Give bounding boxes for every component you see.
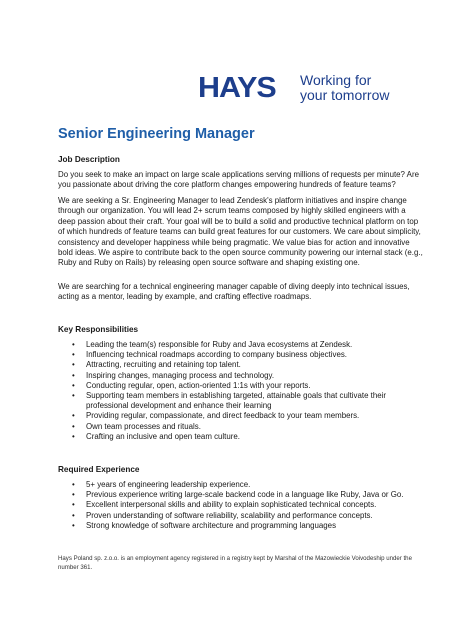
bullet-icon: • [72,391,75,401]
bullet-icon: • [72,380,75,390]
bullet-icon: • [72,350,75,360]
description-paragraph-1: Do you seek to make an impact on large scale applications serving millions of requests per minute? Are you passionate about driving the core platform changes empowering hundreds of feature teams? [58,170,419,190]
list-item: • Own team processes and rituals. [72,421,201,431]
bullet-icon: • [72,520,75,530]
bullet-icon: • [72,480,75,489]
hays-logo [198,71,398,107]
list-item: • Influencing technical roadmaps according to company business objectives. [72,350,347,360]
list-item: • 5+ years of engineering leadership experience. [72,480,251,489]
list-item: • Inspiring changes, managing process and technology. [72,370,275,380]
bullet-icon: • [72,370,75,380]
experience-list [58,480,423,531]
bullet-icon: • [72,411,75,421]
tagline-line-1: Working for [300,72,372,88]
list-item: • Providing regular, compassionate, and direct feedback to your team members. [72,411,360,421]
bullet-icon: • [72,490,75,500]
list-item: • Excellent interpersonal skills and ability to explain sophisticated technical concepts. [72,500,377,510]
legal-footer: Hays Poland sp. z.o.o. is an employment agency registered in a registry kept by Marshal of the Mazowieckie Voivodeship under the number 361. [58,555,412,571]
job-title: Senior Engineering Manager [58,126,255,142]
bullet-icon: • [72,510,75,520]
logo-tagline [300,73,389,103]
bullet-icon: • [72,431,75,441]
description-paragraph-2: We are seeking a Sr. Engineering Manager to lead Zendesk's platform initiatives and inspire change through our organization. You will lead 2+ scrum teams composed by highly skilled engineers with a deep passion about their craft. Your goal will be to build a solid and productive technical platform on top of which hundreds of feature teams can build great features for our customers. We care about simplicity, consistency and developer happiness while being pragmatic. We value bias for action and innovative bold ideas. We aspire to contribute back to the open source community powering our internal stack (e.g., Ruby and Ruby on Rails) by releasing open source software and shaping existing one. [58,196,423,268]
list-item: • Proven understanding of software reliability, scalability and performance concepts. [72,510,373,520]
list-item: • Conducting regular, open, action-oriented 1:1s with your reports. [72,380,311,390]
bullet-icon: • [72,500,75,510]
description-paragraph-3: We are searching for a technical engineering manager capable of diving deeply into technical issues, acting as a mentor, leading by example, and crafting effective roadmaps. [58,282,410,302]
tagline-line-2: your tomorrow [300,87,390,103]
responsibilities-list [58,340,423,442]
bullet-icon: • [72,360,75,370]
responsibilities-heading: Key Responsibilities [58,325,139,334]
list-item: • Strong knowledge of software architecture and programming languages [72,520,337,530]
bullet-icon: • [72,421,75,431]
job-description-heading: Job Description [58,155,120,164]
logo-wordmark: HAYS [198,72,276,104]
list-item: • Crafting an inclusive and open team culture. [72,431,240,441]
bullet-icon: • [72,340,75,349]
list-item: • Previous experience writing large-scale backend code in a language like Ruby, Java or Go. [72,490,404,500]
experience-heading: Required Experience [58,465,140,474]
list-item: • Attracting, recruiting and retaining top talent. [72,360,241,370]
list-item: • Supporting team members in establishing targeted, attainable goals that cultivate their professional development and enhance their learning [72,391,387,411]
list-item: • Leading the team(s) responsible for Ruby and Java ecosystems at Zendesk. [72,340,353,349]
